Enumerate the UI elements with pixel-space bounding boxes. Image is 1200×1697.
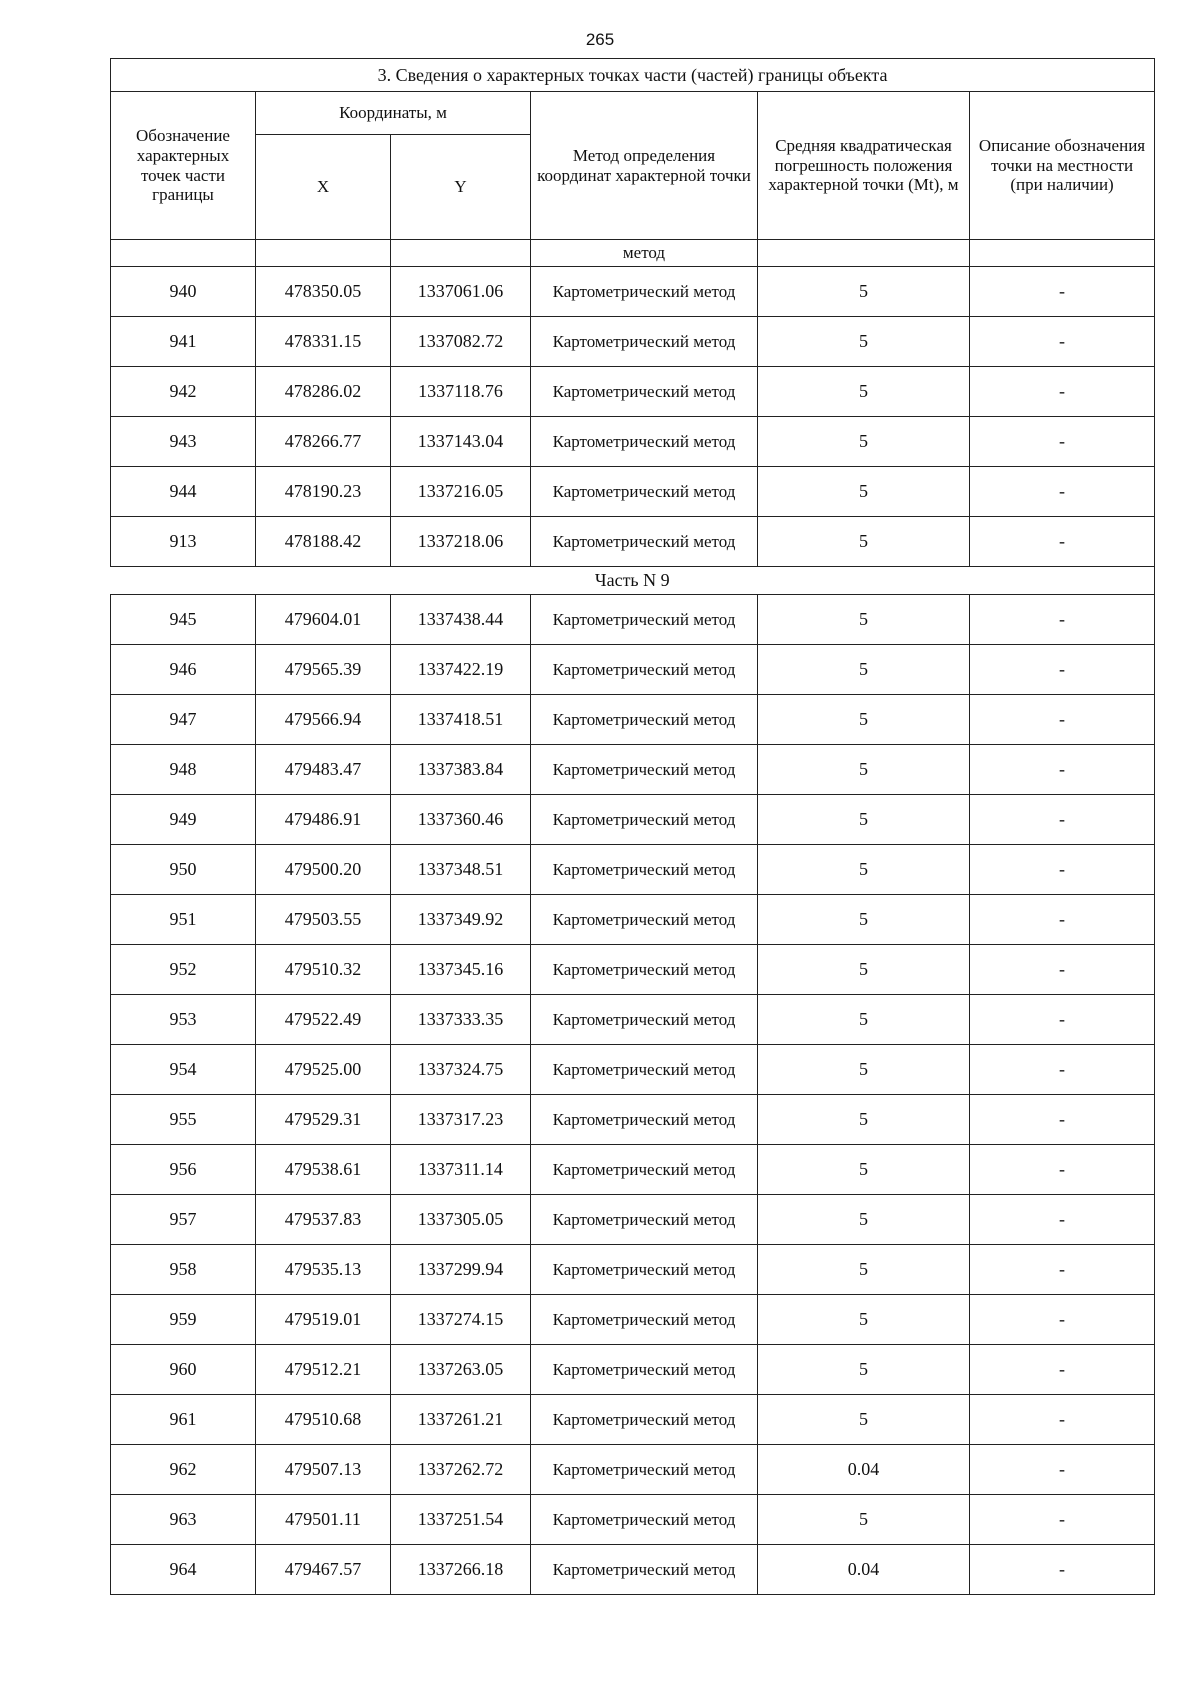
- cell-accuracy: 5: [758, 1145, 970, 1195]
- cell-point: 963: [111, 1495, 256, 1545]
- cell-point: 952: [111, 945, 256, 995]
- table-row: [111, 1295, 1155, 1345]
- cell-accuracy: 5: [758, 995, 970, 1045]
- cell-method: Картометрический метод: [531, 1245, 758, 1295]
- cell-description: -: [970, 995, 1155, 1045]
- part-label: Часть N 9: [111, 567, 1155, 595]
- cell-description: -: [970, 1295, 1155, 1345]
- boundary-points-table: [110, 58, 1155, 1595]
- cell-y: 1337261.21: [391, 1395, 531, 1445]
- cell-x: 478331.15: [256, 317, 391, 367]
- cell-accuracy: 5: [758, 945, 970, 995]
- cell-x: 479503.55: [256, 895, 391, 945]
- cell-y: 1337274.15: [391, 1295, 531, 1345]
- table-row: [111, 1495, 1155, 1545]
- cell-x: 479604.01: [256, 595, 391, 645]
- cell-y: 1337349.92: [391, 895, 531, 945]
- table-row: [111, 1545, 1155, 1595]
- cell-x: 479535.13: [256, 1245, 391, 1295]
- cell-description: -: [970, 1495, 1155, 1545]
- table-row: [111, 945, 1155, 995]
- cell-x: 479486.91: [256, 795, 391, 845]
- cell-y: 1337438.44: [391, 595, 531, 645]
- cell-x: 479512.21: [256, 1345, 391, 1395]
- table-row: [111, 995, 1155, 1045]
- cell-description: -: [970, 645, 1155, 695]
- cell-method: Картометрический метод: [531, 467, 758, 517]
- cell-method: Картометрический метод: [531, 1445, 758, 1495]
- cell-method: Картометрический метод: [531, 745, 758, 795]
- header-point: Обозначение характерных точек части границы: [111, 92, 256, 240]
- cell-y: 1337143.04: [391, 417, 531, 467]
- cell-x: 478190.23: [256, 467, 391, 517]
- cell-description: -: [970, 1345, 1155, 1395]
- cell-description: -: [970, 1445, 1155, 1495]
- cell-x: 479522.49: [256, 995, 391, 1045]
- cell-point: 961: [111, 1395, 256, 1445]
- table-row: [111, 1195, 1155, 1245]
- cell-point: 959: [111, 1295, 256, 1345]
- cell-x: 479510.68: [256, 1395, 391, 1445]
- cell-method: Картометрический метод: [531, 595, 758, 645]
- cell-description: -: [970, 945, 1155, 995]
- page-number: 265: [585, 30, 615, 49]
- cell-accuracy: 5: [758, 467, 970, 517]
- cell-y: 1337383.84: [391, 745, 531, 795]
- cell-point: 942: [111, 367, 256, 417]
- cell-point: 913: [111, 517, 256, 567]
- cell-y: 1337311.14: [391, 1145, 531, 1195]
- cell-accuracy: 5: [758, 367, 970, 417]
- cell-description: -: [970, 517, 1155, 567]
- cell-point: 960: [111, 1345, 256, 1395]
- cell-method: Картометрический метод: [531, 895, 758, 945]
- cell-point: 956: [111, 1145, 256, 1195]
- header-accuracy: Средняя квадратическая погрешность положения характерной точки (Mt), м: [758, 92, 970, 240]
- header-description: Описание обозначения точки на местности (при наличии): [970, 92, 1155, 240]
- cell-y: 1337317.23: [391, 1095, 531, 1145]
- cell-point: 949: [111, 795, 256, 845]
- cell-y: 1337216.05: [391, 467, 531, 517]
- cell-x: 479538.61: [256, 1145, 391, 1195]
- cell-accuracy: 5: [758, 1095, 970, 1145]
- cell-x: 479519.01: [256, 1295, 391, 1345]
- table-row: [111, 595, 1155, 645]
- cell-y: 1337082.72: [391, 317, 531, 367]
- cell-point: 943: [111, 417, 256, 467]
- cell-point: 964: [111, 1545, 256, 1595]
- cell-description: -: [970, 267, 1155, 317]
- cell-point: 953: [111, 995, 256, 1045]
- cell-description: -: [970, 1045, 1155, 1095]
- cell-point: 950: [111, 845, 256, 895]
- cell-y: 1337305.05: [391, 1195, 531, 1245]
- cell-point: 944: [111, 467, 256, 517]
- cell-accuracy: 5: [758, 845, 970, 895]
- cell-x: 479537.83: [256, 1195, 391, 1245]
- cell-y: 1337360.46: [391, 795, 531, 845]
- cell-point: 954: [111, 1045, 256, 1095]
- cell-x: 479507.13: [256, 1445, 391, 1495]
- table-row: [111, 1445, 1155, 1495]
- continuation-text: метод: [531, 240, 758, 267]
- cell-y: 1337218.06: [391, 517, 531, 567]
- cell-y: 1337348.51: [391, 845, 531, 895]
- continuation-row: [111, 240, 1155, 267]
- cell-point: 945: [111, 595, 256, 645]
- cell-method: Картометрический метод: [531, 795, 758, 845]
- table-row: [111, 645, 1155, 695]
- cell-x: 479483.47: [256, 745, 391, 795]
- cell-method: Картометрический метод: [531, 1295, 758, 1345]
- cell-description: -: [970, 1245, 1155, 1295]
- cell-y: 1337324.75: [391, 1045, 531, 1095]
- cell-description: -: [970, 1195, 1155, 1245]
- table-row: [111, 795, 1155, 845]
- cell-accuracy: 5: [758, 745, 970, 795]
- cell-accuracy: 5: [758, 795, 970, 845]
- cell-y: 1337251.54: [391, 1495, 531, 1545]
- cell-x: 478350.05: [256, 267, 391, 317]
- cell-description: -: [970, 845, 1155, 895]
- table-row: [111, 695, 1155, 745]
- cell-y: 1337299.94: [391, 1245, 531, 1295]
- cell-description: -: [970, 1545, 1155, 1595]
- cell-description: -: [970, 317, 1155, 367]
- header-x: X: [256, 135, 391, 240]
- table-row: [111, 317, 1155, 367]
- cell-method: Картометрический метод: [531, 1145, 758, 1195]
- cell-x: 478266.77: [256, 417, 391, 467]
- cell-accuracy: 5: [758, 1045, 970, 1095]
- cell-x: 479566.94: [256, 695, 391, 745]
- cell-point: 948: [111, 745, 256, 795]
- cell-method: Картометрический метод: [531, 1495, 758, 1545]
- table-row: [111, 1245, 1155, 1295]
- cell-method: Картометрический метод: [531, 845, 758, 895]
- cell-point: 955: [111, 1095, 256, 1145]
- cell-method: Картометрический метод: [531, 517, 758, 567]
- cell-description: -: [970, 1095, 1155, 1145]
- header-coordinates: Координаты, м: [256, 92, 531, 135]
- cell-point: 941: [111, 317, 256, 367]
- header-y: Y: [391, 135, 531, 240]
- cell-accuracy: 5: [758, 645, 970, 695]
- cell-accuracy: 5: [758, 595, 970, 645]
- table-row: [111, 1395, 1155, 1445]
- table-row: [111, 895, 1155, 945]
- cell-y: 1337422.19: [391, 645, 531, 695]
- cell-x: 479529.31: [256, 1095, 391, 1145]
- cell-y: 1337333.35: [391, 995, 531, 1045]
- table-row: [111, 1045, 1155, 1095]
- cell-x: 479467.57: [256, 1545, 391, 1595]
- cell-accuracy: 5: [758, 517, 970, 567]
- cell-method: Картометрический метод: [531, 995, 758, 1045]
- cell-accuracy: 5: [758, 1395, 970, 1445]
- table-row: [111, 1145, 1155, 1195]
- cell-method: Картометрический метод: [531, 417, 758, 467]
- cell-accuracy: 5: [758, 1495, 970, 1545]
- table-row: [111, 267, 1155, 317]
- cell-y: 1337262.72: [391, 1445, 531, 1495]
- cell-point: 962: [111, 1445, 256, 1495]
- cell-method: Картометрический метод: [531, 1045, 758, 1095]
- cell-y: 1337418.51: [391, 695, 531, 745]
- cell-method: Картометрический метод: [531, 645, 758, 695]
- cell-description: -: [970, 1145, 1155, 1195]
- cell-y: 1337118.76: [391, 367, 531, 417]
- part-header-row: [111, 567, 1155, 595]
- cell-description: -: [970, 895, 1155, 945]
- cell-point: 958: [111, 1245, 256, 1295]
- table-title: 3. Сведения о характерных точках части (частей) границы объекта: [111, 59, 1155, 92]
- cell-method: Картометрический метод: [531, 267, 758, 317]
- cell-point: 957: [111, 1195, 256, 1245]
- cell-method: Картометрический метод: [531, 1395, 758, 1445]
- table-body: [111, 240, 1155, 1595]
- cell-method: Картометрический метод: [531, 1345, 758, 1395]
- cell-description: -: [970, 595, 1155, 645]
- table-row: [111, 517, 1155, 567]
- cell-point: 946: [111, 645, 256, 695]
- cell-method: Картометрический метод: [531, 367, 758, 417]
- cell-x: 478286.02: [256, 367, 391, 417]
- cell-accuracy: 5: [758, 267, 970, 317]
- cell-accuracy: 0.04: [758, 1445, 970, 1495]
- cell-method: Картометрический метод: [531, 695, 758, 745]
- cell-description: -: [970, 367, 1155, 417]
- cell-accuracy: 5: [758, 695, 970, 745]
- cell-method: Картометрический метод: [531, 945, 758, 995]
- cell-x: 478188.42: [256, 517, 391, 567]
- cell-accuracy: 5: [758, 895, 970, 945]
- cell-accuracy: 5: [758, 1295, 970, 1345]
- table-row: [111, 1345, 1155, 1395]
- cell-accuracy: 5: [758, 317, 970, 367]
- cell-y: 1337345.16: [391, 945, 531, 995]
- header-method: Метод определения координат характерной точки: [531, 92, 758, 240]
- cell-x: 479525.00: [256, 1045, 391, 1095]
- cell-description: -: [970, 745, 1155, 795]
- cell-description: -: [970, 1395, 1155, 1445]
- cell-x: 479510.32: [256, 945, 391, 995]
- cell-accuracy: 0.04: [758, 1545, 970, 1595]
- cell-method: Картометрический метод: [531, 1195, 758, 1245]
- table-row: [111, 1095, 1155, 1145]
- cell-description: -: [970, 795, 1155, 845]
- cell-description: -: [970, 467, 1155, 517]
- cell-accuracy: 5: [758, 1345, 970, 1395]
- cell-description: -: [970, 417, 1155, 467]
- cell-y: 1337263.05: [391, 1345, 531, 1395]
- cell-y: 1337061.06: [391, 267, 531, 317]
- cell-x: 479565.39: [256, 645, 391, 695]
- cell-accuracy: 5: [758, 1195, 970, 1245]
- cell-point: 951: [111, 895, 256, 945]
- table-row: [111, 367, 1155, 417]
- table-row: [111, 845, 1155, 895]
- cell-accuracy: 5: [758, 1245, 970, 1295]
- cell-point: 940: [111, 267, 256, 317]
- table-row: [111, 467, 1155, 517]
- cell-method: Картометрический метод: [531, 1545, 758, 1595]
- cell-x: 479501.11: [256, 1495, 391, 1545]
- cell-point: 947: [111, 695, 256, 745]
- cell-accuracy: 5: [758, 417, 970, 467]
- cell-method: Картометрический метод: [531, 317, 758, 367]
- table-row: [111, 745, 1155, 795]
- cell-y: 1337266.18: [391, 1545, 531, 1595]
- cell-description: -: [970, 695, 1155, 745]
- cell-x: 479500.20: [256, 845, 391, 895]
- cell-method: Картометрический метод: [531, 1095, 758, 1145]
- table-row: [111, 417, 1155, 467]
